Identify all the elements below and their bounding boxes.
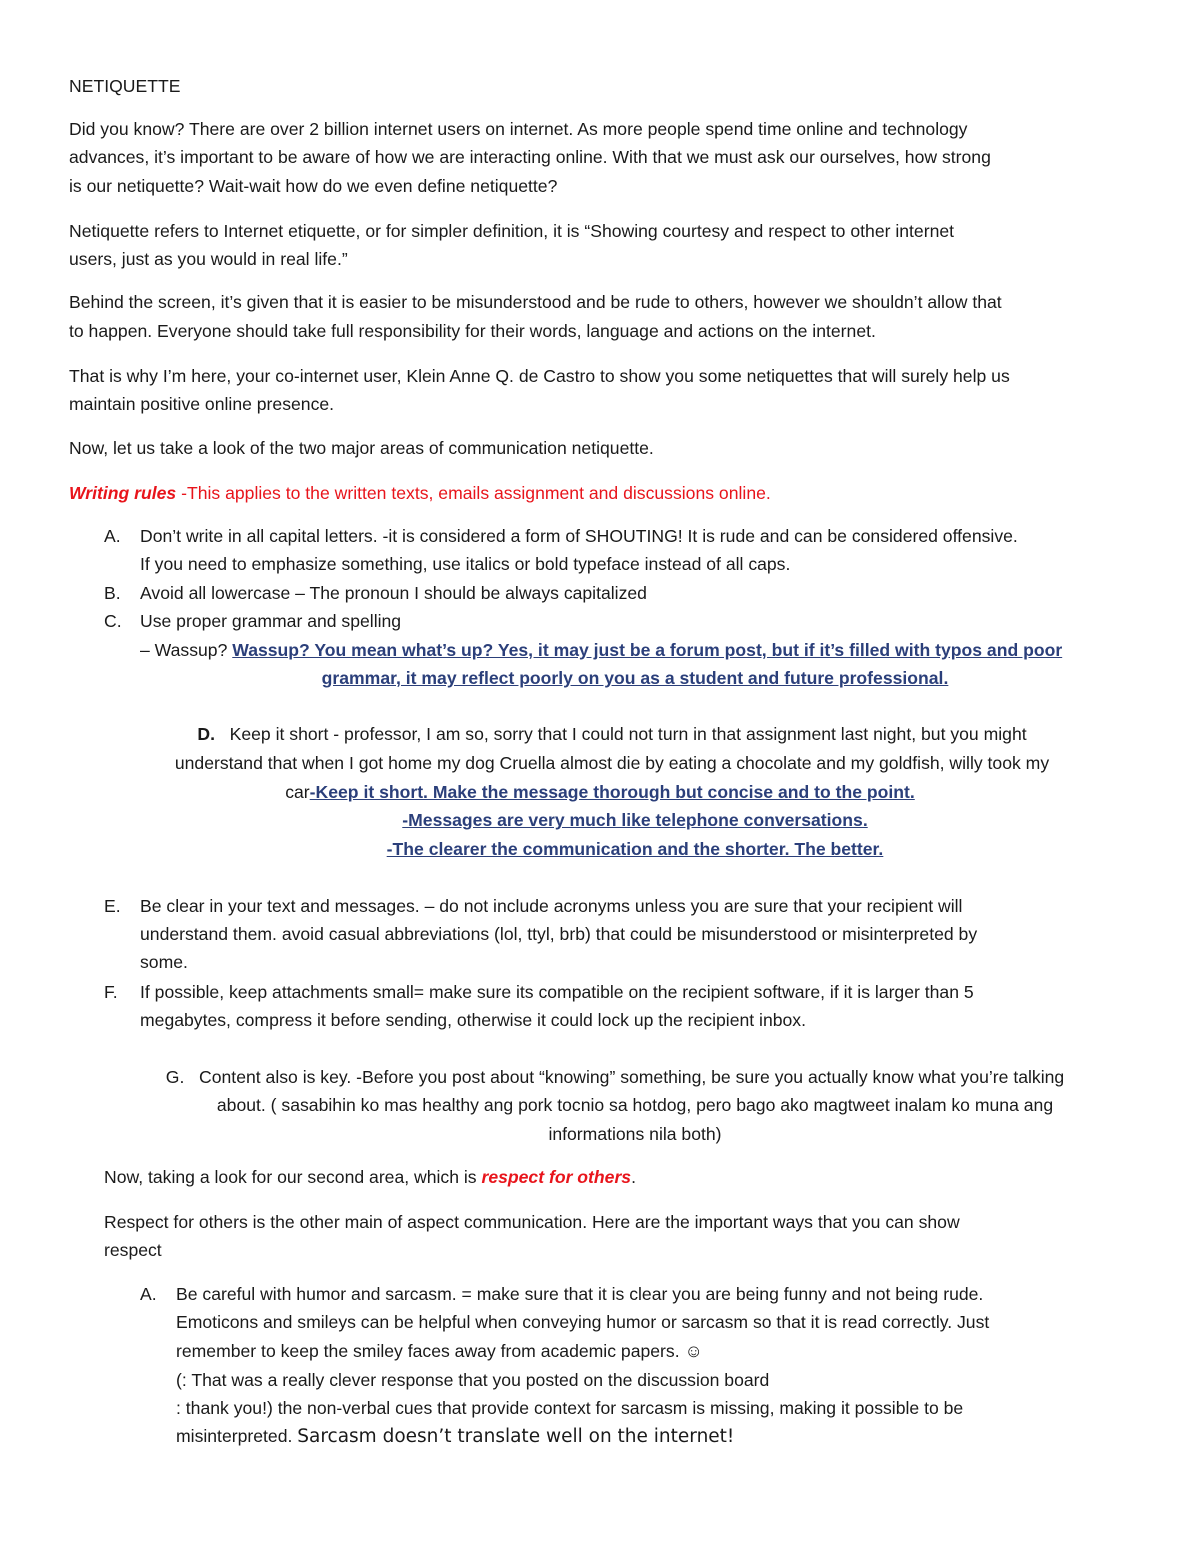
smiley-icon: ☺ — [684, 1341, 703, 1361]
rule-g-text: Content also is key. -Before you post about “knowing” something, be sure you actually know what you’re talking — [199, 1067, 1065, 1087]
respect-intro-line-2: respect — [104, 1240, 162, 1260]
rule-d-line-4 — [35, 806, 1200, 834]
rule-d-link-clearer[interactable]: -The clearer the communication and the shorter. The better. — [386, 839, 884, 859]
writing-rules-desc: -This applies to the written texts, emails assignment and discussions online. — [176, 483, 771, 503]
behind-line-2: to happen. Everyone should take full responsibility for their words, language and actions on the internet. — [69, 321, 876, 341]
second-area-suffix: . — [631, 1167, 636, 1187]
respect-a-line-1: Be careful with humor and sarcasm. = make sure that it is clear you are being funny and not being rude. — [176, 1284, 984, 1304]
respect-a — [140, 1280, 983, 1308]
rule-e — [104, 892, 962, 920]
author-line-1: That is why I’m here, your co-internet user, Klein Anne Q. de Castro to show you some netiquettes that will surely help us — [69, 366, 1010, 386]
now-look-paragraph: Now, let us take a look of the two major areas of communication netiquette. — [69, 438, 654, 458]
writing-rules-heading — [69, 479, 771, 507]
definition-line-1: Netiquette refers to Internet etiquette, or for simpler definition, it is “Showing courtesy and respect to other internet — [69, 221, 955, 241]
intro-line-3: is our netiquette? Wait-wait how do we even define netiquette? — [69, 176, 558, 196]
respect-a-example-1: (: That was a really clever response that you posted on the discussion board — [176, 1370, 770, 1390]
respect-a-example-3-prefix: misinterpreted. — [176, 1426, 298, 1446]
respect-a-line-2: Emoticons and smileys can be helpful when conveying humor or sarcasm so that it is read correctly. Just — [176, 1312, 990, 1332]
rule-g-line-3: informations nila both) — [548, 1124, 722, 1144]
rule-e-line-2: understand them. avoid casual abbreviations (lol, ttyl, brb) that could be misunderstood or misinterpreted by — [140, 924, 978, 944]
rule-d-marker: D. — [197, 724, 215, 744]
behind-line-1: Behind the screen, it’s given that it is easier to be misunderstood and be rude to others, however we shouldn’t allow that — [69, 292, 1002, 312]
rule-d-line-2: understand that when I got home my dog Cruella almost die by eating a chocolate and my goldfish, willy took my — [174, 753, 1050, 773]
author-line-2: maintain positive online presence. — [69, 394, 335, 414]
respect-a-line-3 — [176, 1337, 703, 1365]
rule-d-line-3-prefix: car — [285, 782, 310, 802]
rule-c-example — [140, 636, 1062, 664]
rule-f-line-1: If possible, keep attachments small= make sure its compatible on the recipient software, if it is larger than 5 — [140, 982, 974, 1002]
rule-f — [104, 978, 974, 1006]
intro-line-2: advances, it’s important to be aware of how we are interacting online. With that we must ask our ourselves, how strong — [69, 147, 991, 167]
rule-f-marker: F. — [104, 982, 118, 1002]
respect-a-example-3-suffix: Sarcasm doesn’t translate well on the internet! — [297, 1426, 735, 1447]
rule-c-example-prefix: – Wassup? — [140, 640, 233, 660]
rule-b-marker: B. — [104, 583, 121, 603]
respect-intro-line-1: Respect for others is the other main of aspect communication. Here are the important ways that you can show — [104, 1212, 960, 1232]
respect-a-example-3 — [176, 1422, 734, 1451]
rule-c-example-link[interactable]: Wassup? You mean what’s up? Yes, it may just be a forum post, but if it’s filled with typos and poor — [232, 640, 1063, 660]
rule-a-line-2: If you need to emphasize something, use italics or bold typeface instead of all caps. — [140, 554, 791, 574]
respect-a-marker: A. — [140, 1284, 157, 1304]
rule-a-line-1: Don’t write in all capital letters. -it is considered a form of SHOUTING! It is rude and can be considered offensive. — [140, 526, 1018, 546]
rule-g-line-1 — [15, 1063, 1200, 1091]
rule-c — [104, 607, 401, 635]
rule-e-line-3: some. — [140, 952, 188, 972]
rule-d-text: Keep it short - professor, I am so, sorry that I could not turn in that assignment last night, but you might — [229, 724, 1027, 744]
rule-c-marker: C. — [104, 611, 122, 631]
intro-line-1: Did you know? There are over 2 billion internet users on internet. As more people spend time online and technology — [69, 119, 968, 139]
rule-d-link-keep-short[interactable]: -Keep it short. Make the message thorough but concise and to the point. — [309, 782, 915, 802]
second-area-paragraph — [104, 1163, 636, 1191]
rule-c-example-line-2 — [35, 664, 1200, 692]
second-area-highlight: respect for others — [481, 1167, 632, 1187]
rule-d-line-1 — [12, 720, 1200, 748]
rule-a-marker: A. — [104, 526, 121, 546]
rule-b-text: Avoid all lowercase – The pronoun I should be always capitalized — [140, 583, 647, 603]
rule-d-line-3 — [0, 778, 1200, 806]
writing-rules-label: Writing rules — [69, 483, 177, 503]
rule-d-line-5 — [35, 835, 1200, 863]
rule-g-line-2: about. ( sasabihin ko mas healthy ang pork tocnio sa hotdog, pero bago ako magtweet inalam ko muna ang — [216, 1095, 1054, 1115]
respect-a-example-2: : thank you!) the non-verbal cues that provide context for sarcasm is missing, making it possible to be — [176, 1398, 964, 1418]
rule-g-marker: G. — [165, 1067, 185, 1087]
document-title: NETIQUETTE — [69, 76, 181, 96]
rule-d-link-telephone[interactable]: -Messages are very much like telephone conversations. — [402, 810, 868, 830]
rule-c-text: Use proper grammar and spelling — [140, 611, 402, 631]
rule-b — [104, 579, 647, 607]
rule-a — [104, 522, 1018, 550]
second-area-prefix: Now, taking a look for our second area, which is — [104, 1167, 482, 1187]
respect-a-line-3-text: remember to keep the smiley faces away from academic papers. — [176, 1341, 685, 1361]
rule-e-marker: E. — [104, 896, 121, 916]
definition-line-2: users, just as you would in real life.” — [69, 249, 348, 269]
rule-c-example-link-2[interactable]: grammar, it may reflect poorly on you as a student and future professional. — [321, 668, 949, 688]
rule-e-line-1: Be clear in your text and messages. – do not include acronyms unless you are sure that your recipient will — [140, 896, 963, 916]
rule-f-line-2: megabytes, compress it before sending, otherwise it could lock up the recipient inbox. — [140, 1010, 806, 1030]
